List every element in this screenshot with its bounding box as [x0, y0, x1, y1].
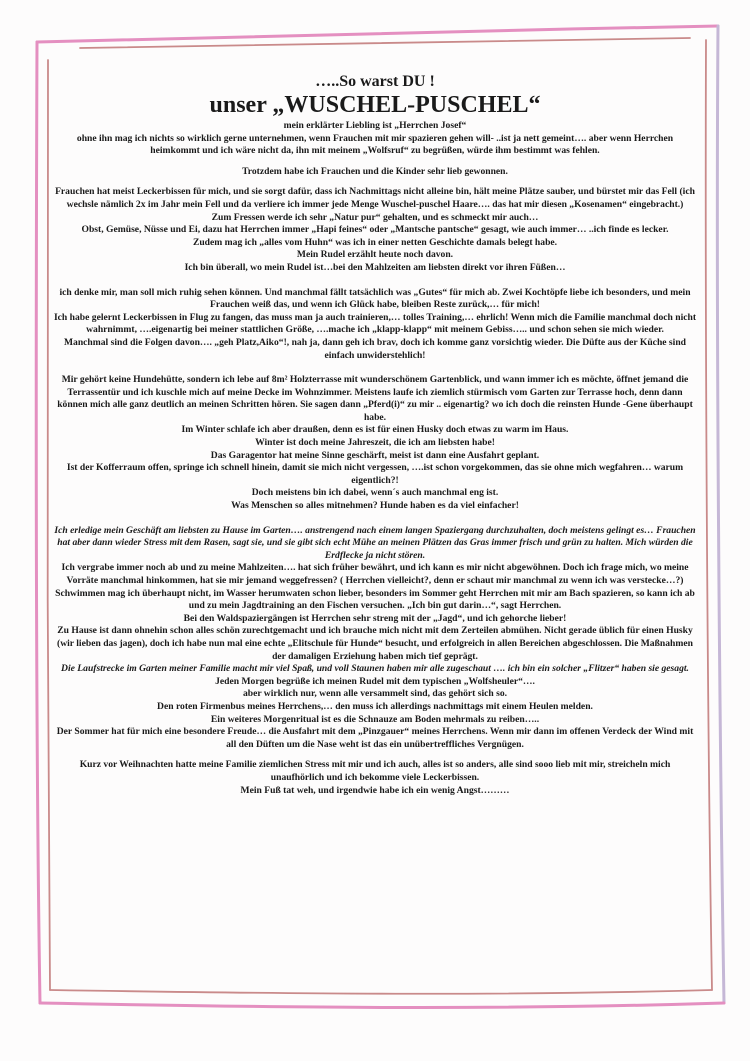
- paragraph: Ich erledige mein Geschäft am liebsten zu Hause im Garten…. anstrengend nach einem langen Spaziergang durchzuhalten, doch meistens gelingt es… Frauchen hat aber dann wieder Stress mit dem Rasen, sagt sie, und sie gibt sich echt Mühe an meinen Plätzen das Gras immer frisch und grün zu halten. Mich würden die Erdflecke ja nicht stören.: [54, 524, 696, 561]
- paragraph: Ich habe gelernt Leckerbissen in Flug zu fangen, das muss man ja auch trainieren,… tolles Training,… ehrlich! Wenn mich die Familie manchmal doch nicht wahrnimmt, ….eigenartig bei meiner stattlichen Größe, ….mache ich „klapp-klapp“ mit meinem Gebiss….. und schon sehen sie mich wieder.: [53, 311, 697, 336]
- paragraph: Winter ist doch meine Jahreszeit, die ich am liebsten habe!: [255, 437, 495, 449]
- paragraph: ohne ihn mag ich nichts so wirklich gerne unternehmen, wenn Frauchen mit mir spazieren gehen will- ..ist ja nett gemeint…. aber wenn Herrchen heimkommt und ich wäre nicht da, ihn mit meinem „Wolfsruf“ zu begrüßen, würde ihm bestimmt was fehlen.: [76, 132, 674, 157]
- title-line-1: …..So warst DU !: [315, 73, 435, 90]
- paragraph: Zu Hause ist dann ohnehin schon alles schön zurechtgemacht und ich brauche mich nicht mit dem Zerteilen abmühen. Nicht gerade üblich für einen Husky (wir lieben das jagen), doch ich habe nun mal eine echte „Elitschule für Hunde“ besucht, und erfolgreich in allen Bereichen abgeschlossen. Die Maßnahmen der damaligen Erziehung haben mich tief geprägt.: [57, 625, 693, 662]
- paragraph: Im Winter schlafe ich aber draußen, denn es ist für einen Husky doch etwas zu warm im Haus.: [181, 424, 569, 436]
- paragraph: Zudem mag ich „alles vom Huhn“ was ich in einer netten Geschichte damals belegt habe.: [192, 236, 558, 248]
- paragraph: Doch meistens bin ich dabei, wenn´s auch manchmal eng ist.: [251, 487, 499, 499]
- paragraph: Ich vergrabe immer noch ab und zu meine Mahlzeiten…. hat sich früher bewährt, und ich kann es mir nicht abgewöhnen. Doch ich frage mich, wo meine Vorräte manchmal hinkommen, hat sie mir jemand weggefressen? ( Herrchen vielleicht?, denn er schaut mir manchmal zu wenn ich was verstecke…?): [61, 562, 689, 586]
- paragraph: Ein weiteres Morgenritual ist es die Schnauze am Boden mehrmals zu reiben…..: [210, 713, 540, 725]
- paragraph: aber wirklich nur, wenn alle versammelt sind, das gehört sich so.: [242, 688, 508, 700]
- paragraph: Frauchen hat meist Leckerbissen für mich, und sie sorgt dafür, dass ich Nachmittags nicht alleine bin, hält meine Plätze sauber, und bürstet mir das Fell (ich wechsle nämlich 2x im Jahr mein Fell und da verliere ich immer jede Menge Wuschel-puschel Haare…. das hat mir diesen „Kosenamen“ eingebracht.): [55, 186, 695, 210]
- paragraph: Manchmal sind die Folgen davon…. „geh Platz,Aiko“!, nah ja, dann geh ich brav, doch ich komme ganz vorsichtig wieder. Die Düfte aus der Küche sind einfach unwiderstehlich!: [63, 336, 687, 361]
- paragraph: Die Laufstrecke im Garten meiner Familie macht mir viel Spaß, und voll Staunen haben mir alle zugeschaut …. ich bin ein solcher „Flitzer“ haben sie gesagt.: [61, 663, 689, 675]
- paragraph: Jeden Morgen begrüße ich meinen Rudel mit dem typischen „Wolfsheuler“….: [215, 675, 535, 687]
- paragraph: mein erklärter Liebling ist „Herrchen Josef“: [283, 120, 467, 131]
- paragraph: Den roten Firmenbus meines Herrchens,… den muss ich allerdings nachmittags mit einem Heulen melden.: [157, 700, 593, 712]
- paragraph: Mein Rudel erzählt heute noch davon.: [296, 249, 454, 261]
- paragraph: Der Sommer hat für mich eine besondere Freude… die Ausfahrt mit dem „Pinzgauer“ meines Herrchens. Wenn mir dann im offenen Verdeck der Wind mit all den Düften um die Nase weht ist das ein unübertreffliches Vergnügen.: [56, 726, 694, 750]
- paragraph: Mein Fuß tat weh, und irgendwie habe ich ein wenig Angst………: [240, 784, 510, 796]
- title-line-2: unser „WUSCHEL-PUSCHEL“: [209, 92, 541, 118]
- paragraph: Ist der Kofferraum offen, springe ich schnell hinein, damit sie mich nicht vergessen, ….ist schon vorgekommen, das sie ohne mich wegfahren… warum eigentlich?!: [66, 462, 684, 486]
- paragraph: Mir gehört keine Hundehütte, sondern ich lebe auf 8m² Holzterrasse mit wunderschönem Gartenblick, und wann immer ich es möchte, öffnet jemand die Terrassentür und ich kuschle mich auf meine Decke im Wohnzimmer. Meistens laufe ich ziemlich stürmisch vom Garten zur Terrasse hoch, denn dann können mich alle ganz deutlich an meinen Schritten hören. Sie sagen dann „Pferd(i)“ zu mir .. eigenartig? wo ich doch die reinsten Hunde -Gene überhaupt habe.: [57, 374, 693, 423]
- paragraph: Bei den Waldspaziergängen ist Herrchen sehr streng mit der „Jagd“, und ich gehorche lieber!: [183, 612, 567, 624]
- paragraph: Ich bin überall, wo mein Rudel ist…bei den Mahlzeiten am liebsten direkt vor ihren Füßen…: [184, 261, 566, 273]
- paragraph: ich denke mir, man soll mich ruhig sehen können. Und manchmal fällt tatsächlich was „Gutes“ für mich ab. Zwei Kochtöpfe liebe ich besonders, und mein Frauchen weiß das, und wenn ich Glück habe, bleiben Reste zurück,… für mich!: [59, 286, 691, 311]
- paragraph: Das Garagentor hat meine Sinne geschärft, meist ist dann eine Ausfahrt geplant.: [210, 449, 540, 461]
- paragraph: Was Menschen so alles mitnehmen? Hunde haben es da viel einfacher!: [231, 500, 519, 512]
- paragraph: Schwimmen mag ich überhaupt nicht, im Wasser herumwaten schon lieber, besonders im Sommer geht Herrchen mit mir am Bach spazieren, so kann ich ab und zu mein Jagdtraining an den Fischen versuchen. „Ich bin gut darin…“, sagt Herrchen.: [55, 587, 695, 612]
- paragraph: Kurz vor Weihnachten hatte meine Familie ziemlichen Stress mit mir und ich auch, alles ist so anders, alle sind sooo lieb mit mir, streicheln mich unaufhörlich und ich bekomme viele Leckerbissen.: [79, 759, 671, 783]
- paragraph: Trotzdem habe ich Frauchen und die Kinder sehr lieb gewonnen.: [242, 165, 508, 177]
- document-body: [52, 70, 698, 797]
- paragraph: Zum Fressen werde ich sehr „Natur pur“ gehalten, und es schmeckt mir auch…: [211, 211, 539, 223]
- paragraph: Obst, Gemüse, Nüsse und Ei, dazu hat Herrchen immer „Hapi feines“ oder „Mantsche pantsche“ gesagt, wie auch immer… ..ich finde es lecker.: [81, 224, 669, 236]
